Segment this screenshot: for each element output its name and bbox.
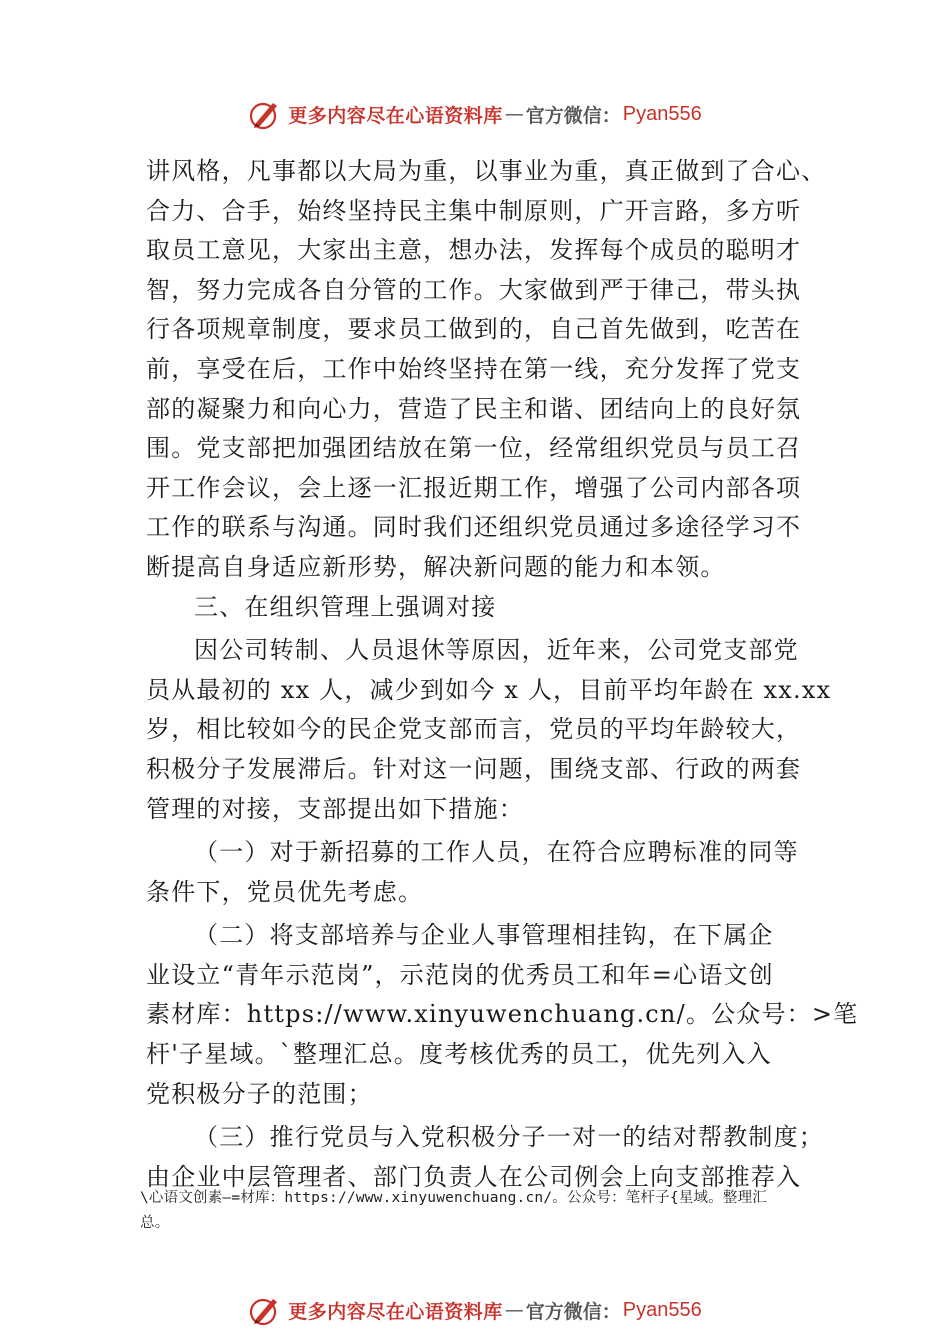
list-item: （二）将支部培养与企业人事管理相挂钩，在下属企: [194, 921, 774, 950]
body-line: 讲风格，凡事都以大局为重，以事业为重，真正做到了合心、: [146, 157, 827, 185]
body-line: 围。党支部把加强团结放在第一位，经常组织党员与员工召: [146, 434, 802, 463]
header-dash: —: [504, 103, 524, 125]
footer-watermark-note: [140, 1186, 830, 1236]
list-item: （三）推行党员与入党积极分子一对一的结对帮教制度；: [194, 1123, 824, 1152]
body-line: 合力、合手，始终坚持民主集中制原则，广开言路，多方听: [146, 196, 802, 225]
pen-logo-icon: [248, 97, 282, 131]
body-line: 管理的对接，支部提出如下措施：: [146, 794, 524, 823]
header-label: 官方微信：: [525, 104, 621, 127]
body-line: 智，努力完成各自分管的工作。大家做到严于律己，带头执: [146, 275, 802, 304]
header-brand-text: 更多内容尽在心语资料库: [288, 104, 503, 127]
footer-line: \心语文创素—=材库：https://www.xinyuwenchuang.cn/。公众号：笔杆子{星域。整理汇: [140, 1190, 768, 1206]
pen-logo-icon: [248, 1293, 282, 1327]
footer-brand-text: 更多内容尽在心语资料库: [288, 1300, 503, 1323]
body-line: 杆'子星域。`整理汇总。度考核优秀的员工，优先列入入: [146, 1040, 772, 1069]
footer-wechat-id: Pyan556: [622, 1298, 702, 1321]
footer-line: 总。: [140, 1215, 170, 1231]
body-line: 部的凝聚力和向心力，营造了民主和谐、团结向上的良好氛: [146, 394, 802, 423]
list-item: （一）对于新招募的工作人员，在符合应聘标准的同等: [194, 838, 799, 867]
body-line: 开工作会议，会上逐一汇报近期工作，增强了公司内部各项: [146, 473, 802, 502]
body-line: 由企业中层管理者、部门负责人在公司例会上向支部推荐入: [146, 1162, 802, 1191]
header-wechat-id: Pyan556: [622, 102, 702, 125]
body-line: 员从最初的 xx 人，减少到如今 x 人，目前平均年龄在 xx.xx: [146, 675, 832, 704]
section-heading: 三、在组织管理上强调对接: [194, 592, 497, 621]
body-line: 积极分子发展滞后。针对这一问题，围绕支部、行政的两套: [146, 754, 802, 783]
body-line: 工作的联系与沟通。同时我们还组织党员通过多途径学习不: [146, 513, 802, 542]
body-line: 前，享受在后，工作中始终坚持在第一线，充分发挥了党支: [146, 354, 802, 383]
body-line: 因公司转制、人员退休等原因，近年来，公司党支部党: [194, 636, 799, 665]
body-line: 党积极分子的范围；: [146, 1079, 373, 1108]
body-line: 素材库：https://www.xinyuwenchuang.cn/。公众号：>笔: [146, 1000, 859, 1029]
body-line: 条件下，党员优先考虑。: [146, 877, 424, 906]
body-line: 岁，相比较如今的民企党支部而言，党员的平均年龄较大，: [146, 715, 802, 744]
footer-dash: —: [504, 1299, 524, 1321]
body-line: 业设立“青年示范岗”，示范岗的优秀员工和年=心语文创: [146, 960, 774, 989]
body-line: 行各项规章制度，要求员工做到的，自己首先做到，吃苦在: [146, 315, 802, 344]
body-line: 断提高自身适应新形势，解决新问题的能力和本领。: [146, 552, 726, 581]
footer-banner: [0, 1290, 950, 1330]
header-banner: [0, 94, 950, 134]
document-body: [146, 152, 859, 1197]
body-line: 取员工意见，大家出主意，想办法，发挥每个成员的聪明才: [146, 236, 802, 265]
footer-label: 官方微信：: [525, 1300, 621, 1323]
